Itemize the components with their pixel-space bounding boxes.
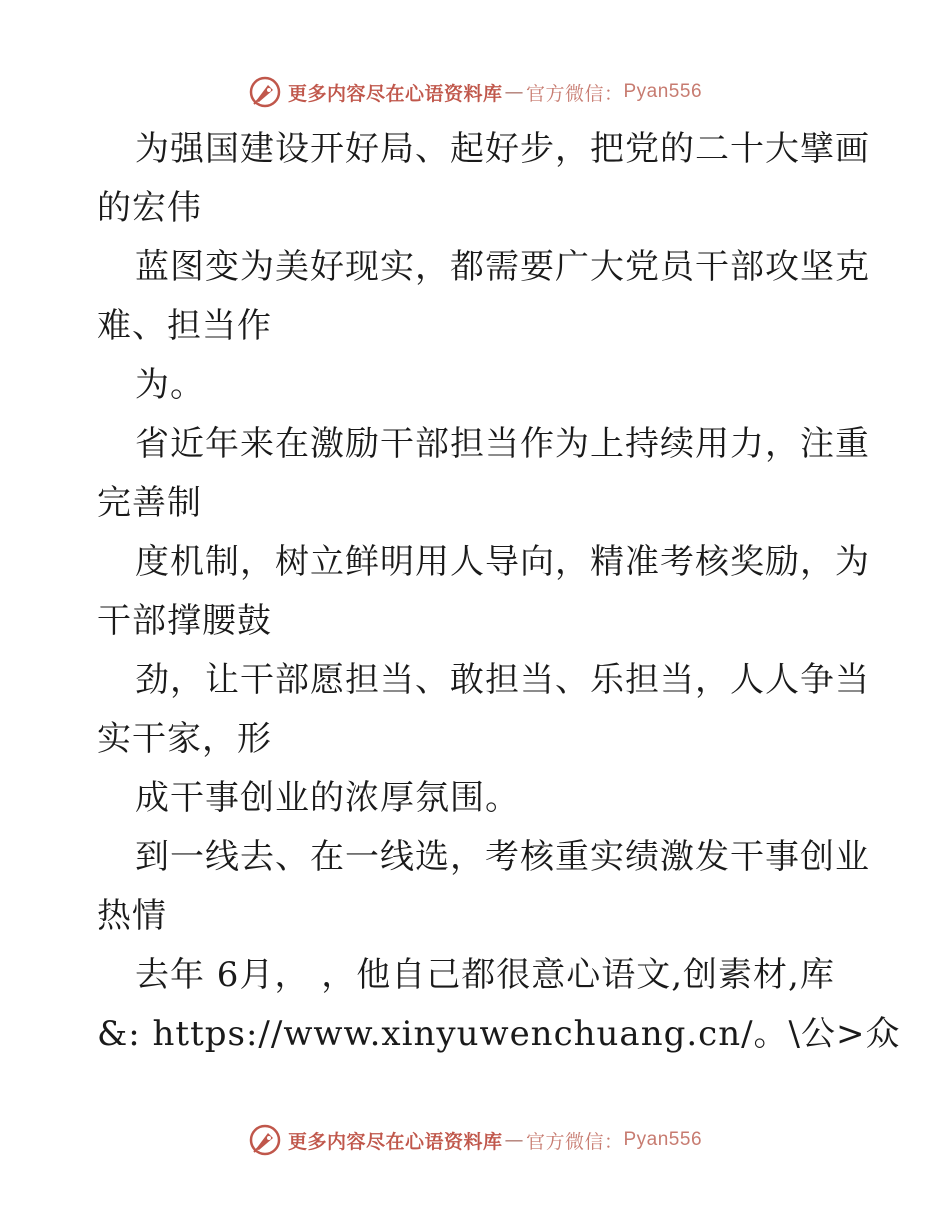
text-line: 为强国建设开好局、起好步，把党的二十大擘画 xyxy=(135,129,870,169)
banner-main-text: 更多内容尽在心语资料库 xyxy=(287,82,503,105)
banner-label: 官方微信： xyxy=(525,1130,624,1153)
text-line: 完善制 xyxy=(97,483,202,523)
text-line: 的宏伟 xyxy=(97,188,202,228)
text-line: 干部撑腰鼓 xyxy=(97,601,272,641)
text-line: 蓝图变为美好现实，都需要广大党员干部攻坚克 xyxy=(135,247,870,287)
text-line: 热情 xyxy=(97,896,167,936)
text-line: 到一线去、在一线选，考核重实绩激发干事创业 xyxy=(135,837,870,877)
text-line: 省近年来在激励干部担当作为上持续用力，注重 xyxy=(135,424,870,464)
text-line: 为。 xyxy=(135,365,205,405)
text-line: 度机制，树立鲜明用人导向，精准考核奖励，为 xyxy=(135,542,870,582)
document-body xyxy=(97,120,901,1064)
text-line: 难、担当作 xyxy=(97,306,272,346)
footer-banner xyxy=(0,1120,950,1160)
banner-wechat-id: Pyan556 xyxy=(623,1129,703,1150)
banner-text xyxy=(288,1127,702,1154)
text-line: 成干事创业的浓厚氛围。 xyxy=(135,778,520,818)
banner-dash: — xyxy=(504,81,524,103)
banner-dash: — xyxy=(504,1129,524,1151)
banner-wechat-id: Pyan556 xyxy=(623,81,703,102)
banner-label: 官方微信： xyxy=(525,82,624,105)
banner-text xyxy=(288,79,702,106)
text-line: 劲，让干部愿担当、敢担当、乐担当，人人争当 xyxy=(135,660,870,700)
text-line: 去年 6月， ，他自己都很意心语文,创素材,库 xyxy=(135,955,835,995)
text-line-url: &: https://www.xinyuwenchuang.cn/。\公>众 xyxy=(97,1014,901,1054)
pen-nib-circle-icon xyxy=(248,75,282,109)
banner-main-text: 更多内容尽在心语资料库 xyxy=(287,1130,503,1153)
header-banner xyxy=(0,72,950,112)
pen-nib-circle-icon xyxy=(248,1123,282,1157)
text-line: 实干家，形 xyxy=(97,719,272,759)
